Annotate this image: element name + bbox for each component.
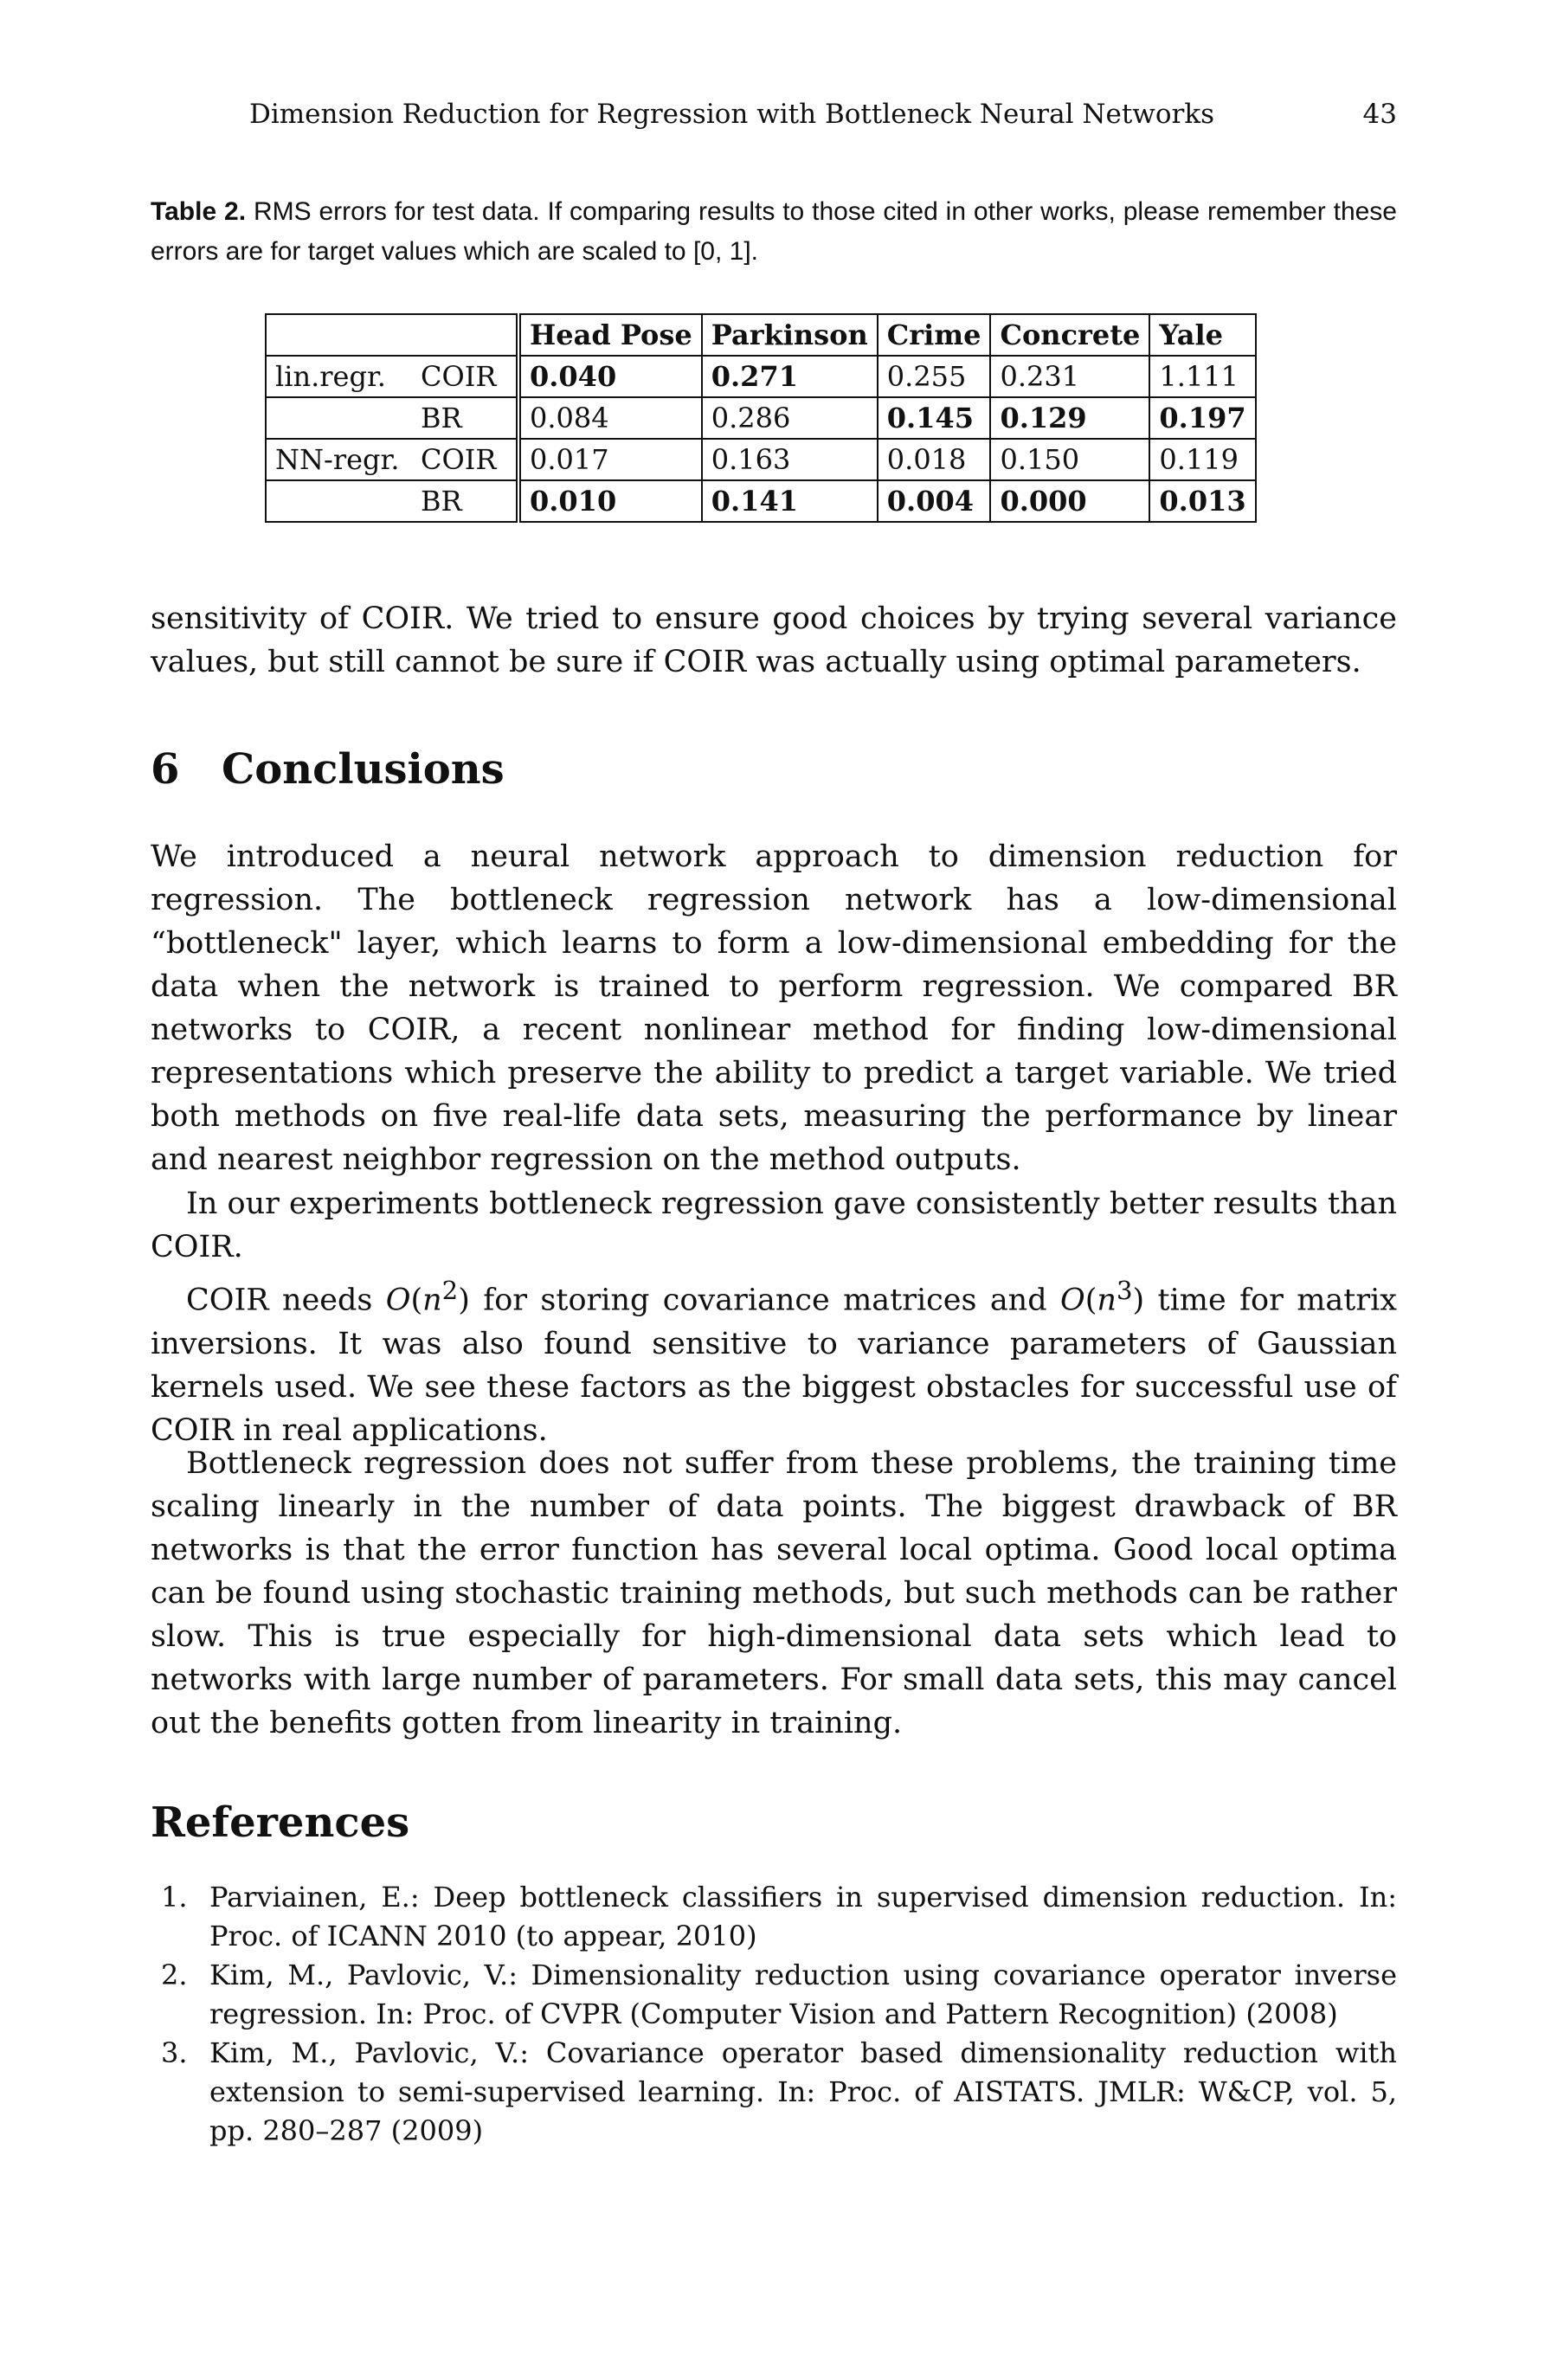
- table-caption-text: RMS errors for test data. If comparing results to those cited in other works, please remember these errors are for target values which are scaled to [0, 1].: [151, 197, 1397, 266]
- table-caption: [151, 192, 1397, 272]
- table-row: [266, 356, 1256, 397]
- table-cell: 0.010: [518, 480, 702, 522]
- table-cell: 0.000: [990, 480, 1149, 522]
- row-method: BR: [421, 485, 462, 518]
- table-row: [266, 397, 1256, 439]
- reference-text: Kim, M., Pavlovic, V.: Covariance operator based dimensionality reduction with extension to semi-supervised learning. In: Proc. of AISTATS. JMLR: W&CP, vol. 5, pp. 280–287 (2009): [209, 2036, 1397, 2147]
- section-heading: [151, 745, 505, 794]
- table-cell: 0.018: [878, 439, 991, 480]
- table-cell: 0.084: [518, 397, 702, 439]
- section-title: Conclusions: [222, 745, 505, 794]
- section-number: 6: [151, 745, 180, 794]
- table-cell: 0.004: [878, 480, 991, 522]
- table-cell: 0.271: [702, 356, 878, 397]
- table-cell: 0.197: [1149, 397, 1255, 439]
- column-header: Concrete: [990, 314, 1149, 356]
- reference-number: 1.: [161, 1881, 188, 1914]
- table-cell: 0.119: [1149, 439, 1255, 480]
- reference-text: Parviainen, E.: Deep bottleneck classifiers in supervised dimension reduction. In: Proc. of ICANN 2010 (to appear, 2010): [209, 1881, 1397, 1952]
- references-heading: References: [151, 1798, 410, 1847]
- row-label: [266, 397, 518, 439]
- reference-number: 3.: [161, 2036, 188, 2069]
- table-cell: 0.017: [518, 439, 702, 480]
- running-header: [249, 97, 1397, 132]
- table-cell: 0.145: [878, 397, 991, 439]
- table-row: [266, 439, 1256, 480]
- column-header: Yale: [1149, 314, 1255, 356]
- running-title: Dimension Reduction for Regression with Bottleneck Neural Networks: [249, 99, 1215, 130]
- row-method: BR: [421, 402, 462, 434]
- conclusions-paragraph-1: We introduced a neural network approach to dimension reduction for regression. The bottleneck regression network has a low-dimensional “bottleneck" layer, which learns to form a low-dimensional embedding for the data when the network is trained to perform regression. We compared BR networks to COIR, a recent nonlinear method for finding low-dimensional representations which preserve the ability to predict a target variable. We tried both methods on five real-life data sets, measuring the performance by linear and nearest neighbor regression on the method outputs.: [151, 839, 1397, 1177]
- reference-item: [151, 1956, 1397, 2034]
- conclusions-paragraph-4: Bottleneck regression does not suffer from these problems, the training time scaling linearly in the number of data points. The biggest drawback of BR networks is that the error function has several local optima. Good local optima can be found using stochastic training methods, but such methods can be rather slow. This is true especially for high-dimensional data sets which lead to networks with large number of parameters. For small data sets, this may cancel out the benefits gotten from linearity in training.: [151, 1446, 1397, 1740]
- row-group: NN-regr.: [275, 443, 400, 476]
- row-label: [266, 439, 518, 480]
- table-cell: 0.255: [878, 356, 991, 397]
- table-cell: 0.231: [990, 356, 1149, 397]
- results-table: [265, 313, 1257, 523]
- reference-number: 2.: [161, 1959, 188, 1991]
- row-method: COIR: [421, 360, 497, 393]
- table-cell: 0.129: [990, 397, 1149, 439]
- row-label: [266, 356, 518, 397]
- table-cell: 0.163: [702, 439, 878, 480]
- reference-text: Kim, M., Pavlovic, V.: Dimensionality reduction using covariance operator inverse regression. In: Proc. of CVPR (Computer Vision and Pattern Recognition) (2008): [209, 1959, 1397, 2030]
- reference-item: [151, 1878, 1397, 1956]
- table-header-row: [266, 314, 1256, 356]
- table-caption-label: Table 2.: [151, 197, 247, 226]
- page-number: 43: [1362, 99, 1397, 130]
- column-header: Crime: [878, 314, 991, 356]
- table-cell: 1.111: [1149, 356, 1255, 397]
- reference-item: [151, 2034, 1397, 2151]
- row-group: lin.regr.: [275, 360, 386, 393]
- continuation-paragraph: sensitivity of COIR. We tried to ensure good choices by trying several variance values, but still cannot be sure if COIR was actually using optimal parameters.: [151, 601, 1397, 679]
- conclusions-paragraph-3: COIR needs $O(n^2)$ for storing covariance matrices and $O(n^3)$ time for matrix inversions. It was also found sensitive to variance parameters of Gaussian kernels used. We see these factors as the biggest obstacles for successful use of COIR in real applications.: [151, 1276, 1398, 1448]
- table-cell: 0.013: [1149, 480, 1255, 522]
- row-label: [266, 480, 518, 522]
- table-cell: 0.040: [518, 356, 702, 397]
- row-method: COIR: [421, 443, 497, 476]
- table-body: [266, 356, 1256, 522]
- references-list: [151, 1878, 1397, 2151]
- conclusions-paragraph-2: In our experiments bottleneck regression gave consistently better results than COIR.: [151, 1187, 1397, 1264]
- table-cell: 0.141: [702, 480, 878, 522]
- table-cell: 0.150: [990, 439, 1149, 480]
- column-header: Parkinson: [702, 314, 878, 356]
- table-row: [266, 480, 1256, 522]
- table-corner-cell: [266, 314, 518, 356]
- table-cell: 0.286: [702, 397, 878, 439]
- column-header: Head Pose: [518, 314, 702, 356]
